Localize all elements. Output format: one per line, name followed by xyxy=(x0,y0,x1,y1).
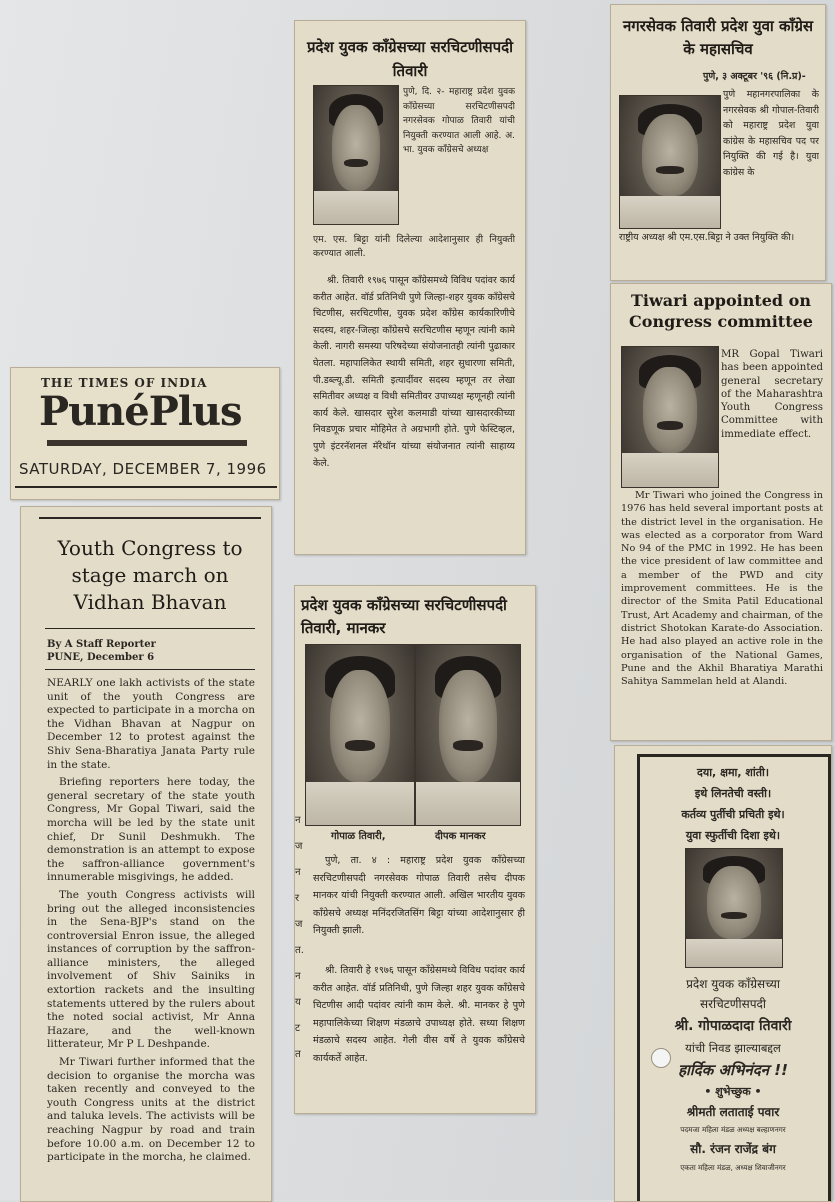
paragraph: NEARLY one lakh activists of the state unit of the youth Congress are expected to participate in a morcha on the Vidhan Bhavan at Nagpur on December 12 to protest against the Shiv Sena-Bharatiya Janata Party rule in the state. xyxy=(47,677,255,771)
appointment-body: Mr Tiwari who joined the Congress in 1976 has held several important posts at the district level in the organisation. He was elected as a corporator from Ward No 94 of the PMC in 1992. He has been the vice president of law committee and a member of the PWD and city improvement committees. He is the director of the Smita Patil Educational Trust, Art Academy and chairman, of the district Shotokan Karate-do Association. He had also played an active role in the organisation of the National Games, Pune and the Akhil Bharatiya Marathi Sahitya Sammelan held at Alandi. xyxy=(621,490,823,688)
lead-continued: एम. एस. बिट्टा यांनी दिलेल्या आदेशानुसार ही नियुक्ती करण्यात आली. xyxy=(313,234,515,260)
verse-block xyxy=(645,762,821,846)
margin-mark: र xyxy=(295,893,300,904)
wisher-org: एकता महिला मंडळ, अध्यक्ष शिवाजीनगर xyxy=(680,1163,786,1172)
masthead-rule xyxy=(47,440,247,446)
verse-line: इथे लिनतेची वस्ती। xyxy=(694,787,772,800)
paper-name: THE TIMES OF INDIA xyxy=(41,376,208,390)
paragraph: Briefing reporters here today, the general secretary of the state youth Congress, Mr Gopal Tiwari, said the morcha will be led by the state unit chief, Dr Sunil Deshmukh. The demonstration is an attempt to expose the saffron-alliance government's innumerable misgivings, he added. xyxy=(47,776,255,884)
masthead-date: SATURDAY, DECEMBER 7, 1996 xyxy=(19,460,267,478)
hindi-dateline: पुणे, ३ अक्टूबर '९६ (नि.प्र)- xyxy=(703,71,806,82)
portrait-photo xyxy=(313,85,399,225)
byline: By A Staff Reporter xyxy=(47,639,156,650)
masthead-clipping xyxy=(10,367,280,500)
wisher-label: • शुभेच्छुक • xyxy=(704,1085,762,1098)
marathi-headline-2: प्रदेश युवक कॉंग्रेसच्या सरचिटणीसपदी तिवारी, मानकर xyxy=(301,596,507,637)
ad-text-block xyxy=(643,974,823,1176)
honoree-name: श्री. गोपाळदादा तिवारी xyxy=(674,1018,792,1034)
margin-column-fragments xyxy=(295,808,307,1068)
byline-rule xyxy=(45,669,255,670)
margin-mark: त xyxy=(295,1049,301,1060)
margin-mark: न xyxy=(295,815,301,826)
clipping-tiwari-appointed xyxy=(610,283,832,741)
ad-line: प्रदेश युवक कॉंग्रेसच्या xyxy=(686,977,780,991)
clipping-youth-congress-march xyxy=(20,506,272,1202)
verse-line: कर्तव्य पुर्तीची प्रचिती इथे। xyxy=(681,808,785,821)
verse-line: दया, क्षमा, शांती। xyxy=(696,766,770,779)
portrait-photo xyxy=(619,95,721,229)
appointment-lead: MR Gopal Tiwari has been appointed general secretary of the Maharashtra Youth Congress Committee with immediate effect. xyxy=(721,349,823,440)
wisher-name: सौ. रंजन राजेंद्र बंग xyxy=(690,1142,776,1156)
top-rule xyxy=(39,517,261,519)
clipping-sarchitnis-tiwari-mankar xyxy=(294,585,536,1114)
hindi-lead-continued: राष्ट्रीय अध्यक्ष श्री एम.एस.बिट्टा ने उक्त नियुक्ति की। xyxy=(619,232,795,243)
section-name: PunéPlus xyxy=(39,388,242,435)
ad-line: यांची निवड झाल्याबद्दल xyxy=(685,1041,781,1055)
article-headline: Youth Congress to stage march on Vidhan Bhavan xyxy=(57,536,243,614)
portrait-photo-tiwari xyxy=(305,644,415,826)
greeting-advertisement xyxy=(614,745,832,1202)
margin-mark: न xyxy=(295,971,301,982)
clipping-sarchitnis-tiwari xyxy=(294,20,526,555)
margin-mark: न xyxy=(295,867,301,878)
margin-mark: य xyxy=(295,997,301,1008)
ad-line: सरचिटणीसपदी xyxy=(700,997,766,1011)
clipping-hindi-mahasachiv xyxy=(610,4,826,281)
paragraph: The youth Congress activists will bring out the alleged inconsistencies in the Sena-BJP's stand on the controversial Enron issue, the alleged instances of corruption by the saffron-alliance ministers, the alleged involvement of Shiv Sainiks in extortion rackets and the insulting statements uttered by the rulers about the noted social activist, Mr Anna Hazare, and the well-known litterateur, Mr P L Deshpande. xyxy=(47,888,255,1051)
verse-line: युवा स्फुर्तीची दिशा इथे। xyxy=(685,829,781,842)
wisher-org: पदमजा महिला मंडळ अध्यक्ष बल्हाणनगर xyxy=(680,1125,786,1134)
appointment-headline: Tiwari appointed on Congress committee xyxy=(629,291,813,331)
photo-caption: दीपक मानकर xyxy=(435,831,486,842)
lead-text: पुणे, दि. २- महाराष्ट्र प्रदेश युवक कॉंग्रेसच्या सरचिटणीसपदी नगरसेवक गोपाळ तिवारी यांची नियुक्ती करण्यात आली आहे. अ. भा. युवक कॉंग्रेसचे अध्यक्ष xyxy=(403,87,515,156)
marathi-para-2: श्री. तिवारी हे १९७६ पासून कॉंग्रेसमध्ये विविध पदांवर कार्य करीत आहेत. वॉर्ड प्रतिनिधी, पुणे जिल्हा शहर युवक कॉंग्रेसचे चिटणीस आदी पदांवर त्यांनी काम केले. श्री. मानकर हे पुणे महापालिकेच्या शिक्षण मंडळाचे उपाध्यक्ष होते. सध्या शिक्षण मंडळाचे सदस्य आहेत. गेली वीस वर्षे ते युवक कॉंग्रेसचे कार्यकर्ते आहेत. xyxy=(313,965,525,1064)
hindi-lead: पुणे महानगरपालिका के नगरसेवक श्री गोपाल-तिवारी को महाराष्ट्र प्रदेश युवा कांग्रेस के महासचिव पद पर नियुक्ति की गई है। युवा कांग्रेस के xyxy=(723,89,819,178)
punch-hole xyxy=(651,1048,671,1068)
margin-mark: ट xyxy=(295,1023,301,1034)
wisher-name: श्रीमती लताताई पवार xyxy=(686,1105,780,1119)
margin-mark: त. xyxy=(295,945,304,956)
marathi-headline: प्रदेश युवक कॉंग्रेसच्या सरचिटणीसपदी तिवारी xyxy=(307,38,513,80)
margin-mark: ज xyxy=(295,919,303,930)
marathi-body: श्री. तिवारी १९७६ पासून कॉंग्रेसमध्ये विविध पदांवर कार्य करीत आहेत. वॉर्ड प्रतिनिधी पुणे जिल्हा-शहर युवक कॉंग्रेसचे चिटणीस, सरचिटणीस, युवक प्रदेश कॉंग्रेस कार्यकारिणीचे सदस्य, शहर-जिल्हा कॉंग्रेसचे सरचिटणीस म्हणून त्यांनी कामे केली. नागरी समस्या परिषदेच्या संयोजनातही त्यांनी पुढाकार घेतला. महापालिकेत स्थायी समिती, शहर सुधारणा समिती, पी.डब्ल्यू.डी. समिती इत्यादींवर सदस्य म्हणून तर लेखा समितीवर अध्यक्ष व विधी समितीवर उपाध्यक्ष म्हणूनही त्यांनी कार्य केले. खासदार सुरेश कलमाडी यांच्या खासदारकीच्या निवडणूक प्रचार मोहिमेत ते अग्रभागी होते. पुणे फेस्टिव्हल, पुणे इंटरनॅशनल मॅरेथॉन यांच्या संयोजनात त्यांनी साहाय्य केले. xyxy=(313,275,515,469)
dateline: PUNE, December 6 xyxy=(47,652,155,663)
masthead-bottom-rule xyxy=(15,486,277,488)
photo-caption: गोपाळ तिवारी, xyxy=(331,831,386,842)
headline-rule xyxy=(45,628,255,629)
margin-mark: ज xyxy=(295,841,303,852)
portrait-photo xyxy=(621,346,719,488)
portrait-photo xyxy=(685,848,783,968)
paragraph: Mr Tiwari further informed that the decision to organise the morcha was taken recently and conveyed to the youth Congress units at the district and taluka levels. The activists will be reaching Nagpur by road and train before 10.00 a.m. on December 12 to participate in the morcha, he claimed. xyxy=(47,1056,255,1164)
marathi-para-1: पुणे, ता. ४ : महाराष्ट्र प्रदेश युवक कॉंग्रेसच्या सरचिटणीसपदी नगरसेवक गोपाळ तिवारी तसेच दीपक मानकर यांची नियुक्ती करण्यात आली. अखिल भारतीय युवक कॉंग्रेसचे अध्यक्ष मनिंदरजितसिंग बिट्टा यांच्या आदेशानुसार ही नियुक्ती झाली. xyxy=(313,855,525,936)
article-body xyxy=(47,677,255,1165)
congratulations: हार्दिक अभिनंदन !! xyxy=(678,1061,788,1079)
portrait-photo-mankar xyxy=(415,644,521,826)
hindi-headline: नगरसेवक तिवारी प्रदेश युवा कॉंग्रेस के महासचिव xyxy=(622,17,814,58)
